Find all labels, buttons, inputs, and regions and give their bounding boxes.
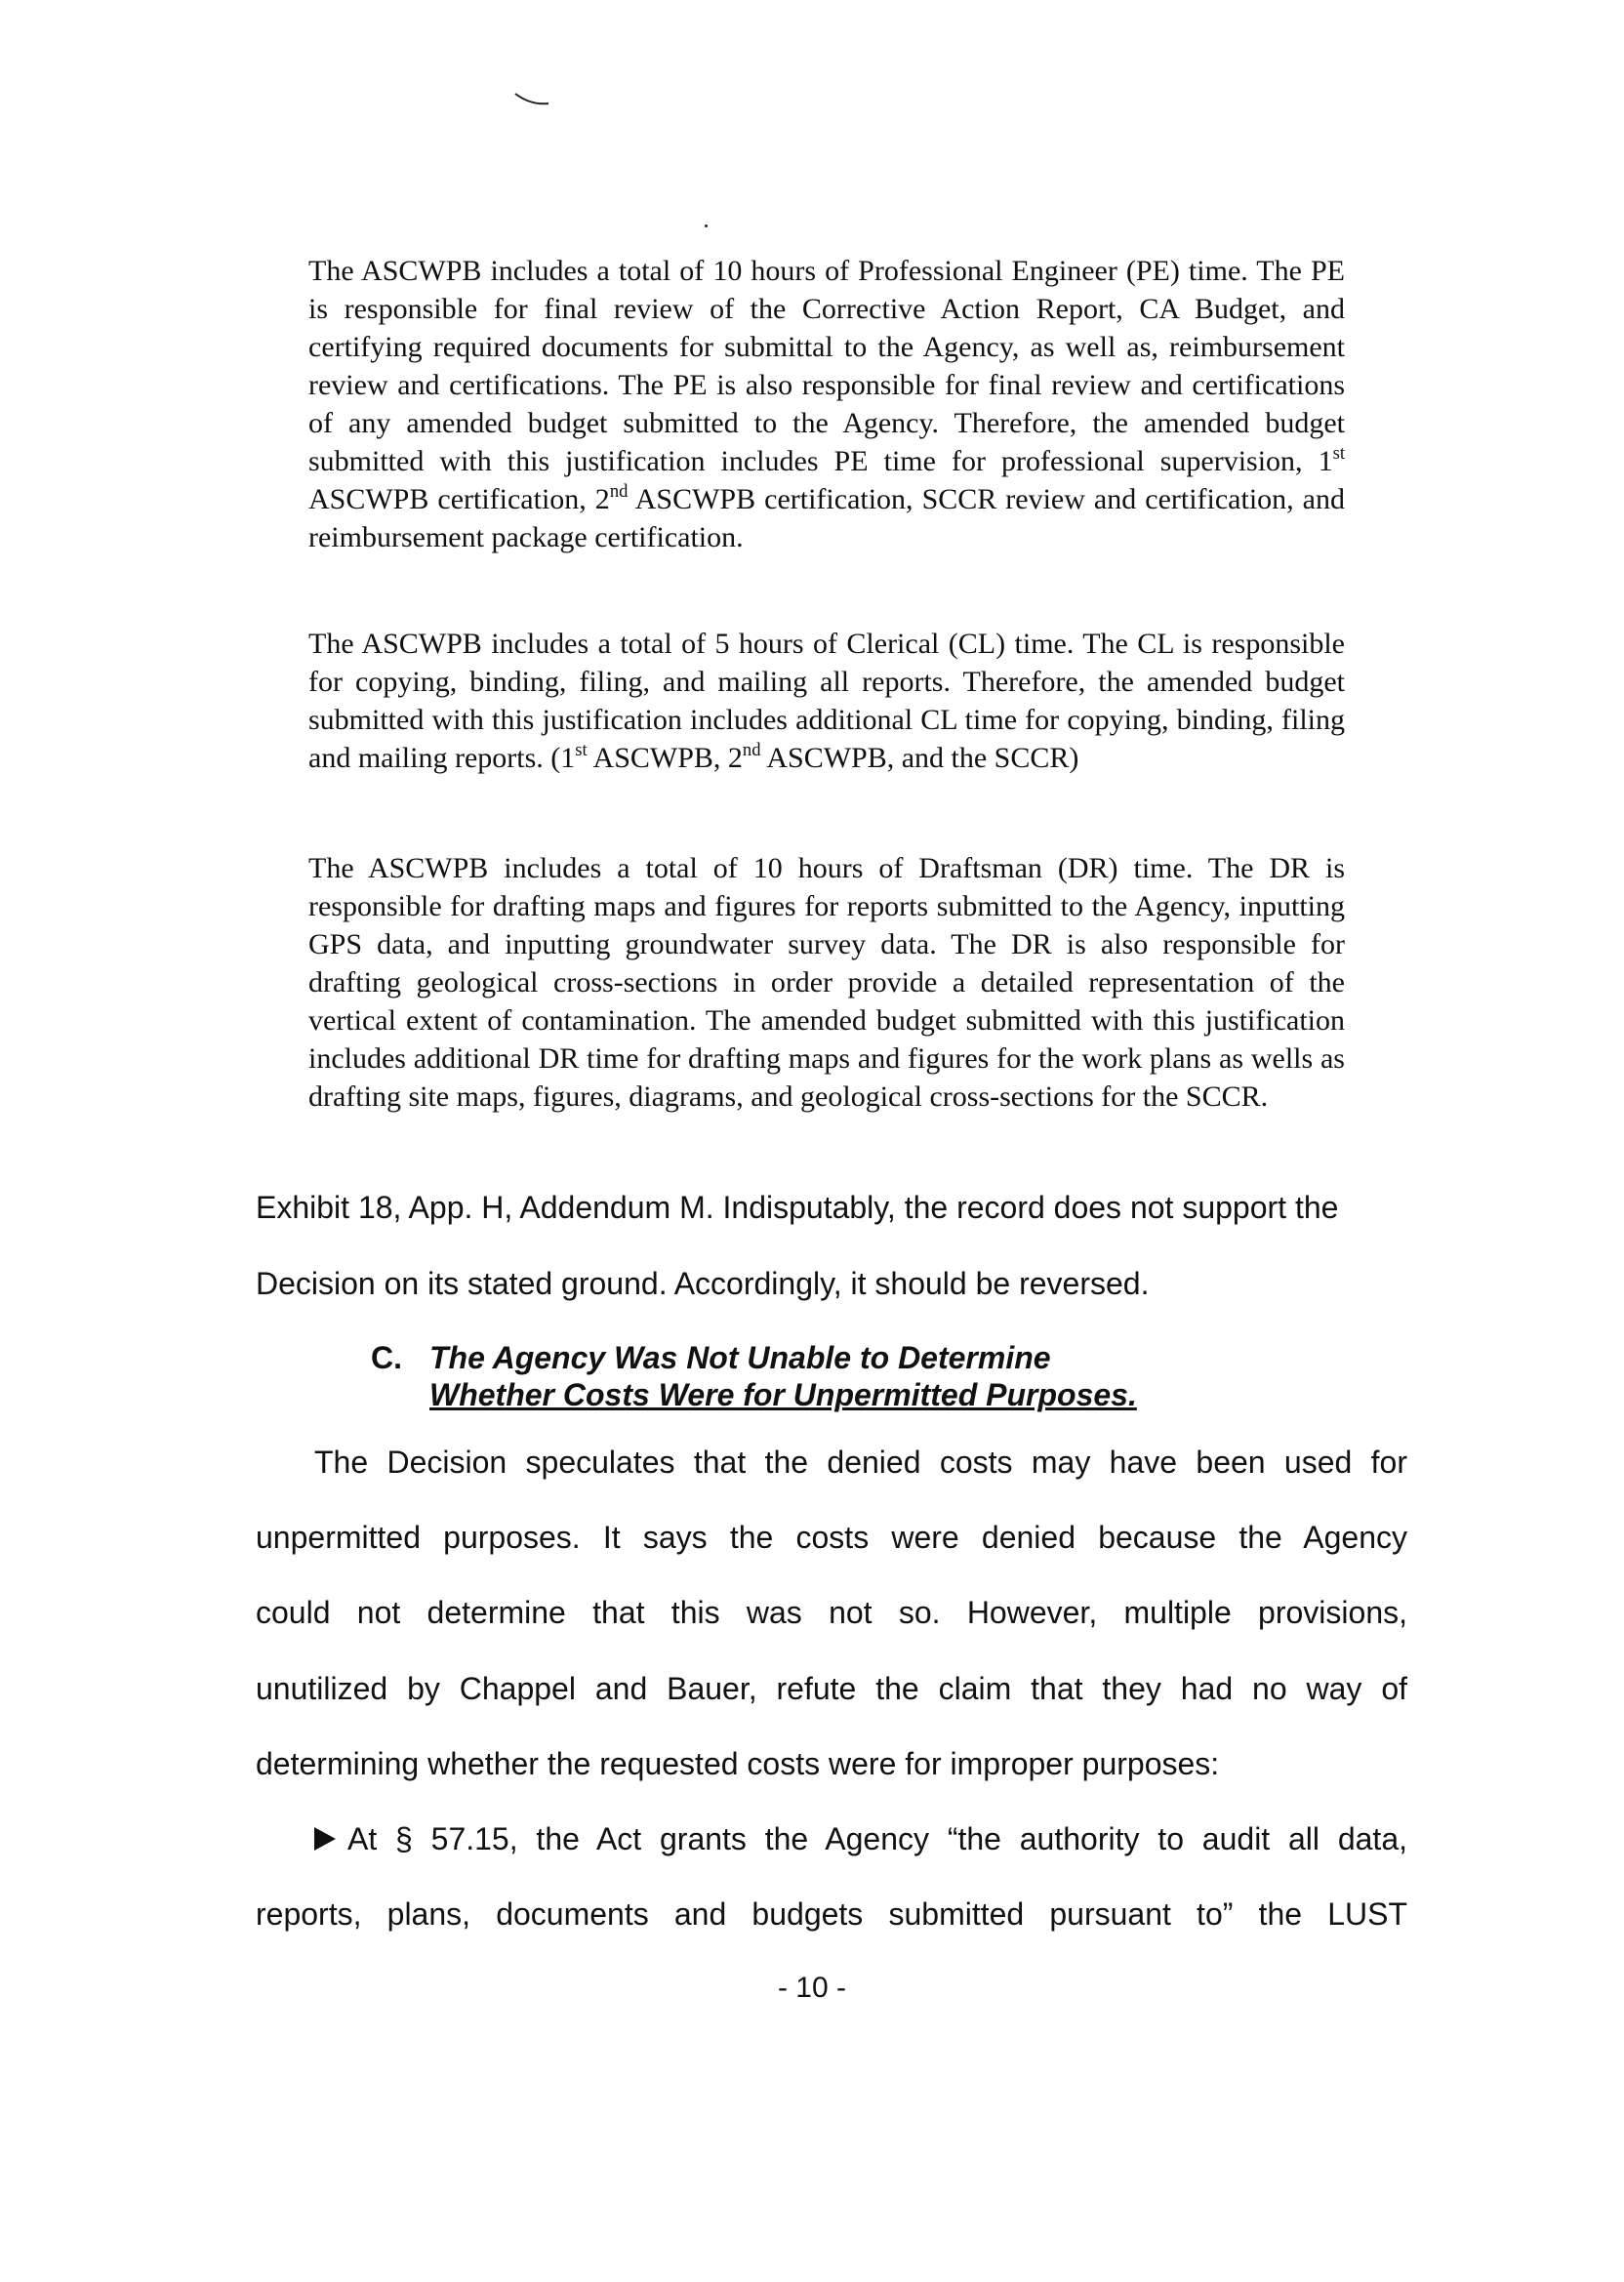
body-line-1: The Decision speculates that the denied costs may have been used for xyxy=(314,1445,1407,1480)
quote-paragraph-cl xyxy=(308,625,1345,777)
ordinal-superscript: nd xyxy=(609,480,629,502)
bullet-line-2: reports, plans, documents and budgets submitted pursuant to” the LUST xyxy=(256,1896,1407,1932)
ordinal-superscript: st xyxy=(1332,442,1345,464)
exhibit-line-1: Exhibit 18, App. H, Addendum M. Indisputably, the record does not support the xyxy=(256,1190,1339,1225)
exhibit-line-2: Decision on its stated ground. Accordingly, it should be reversed. xyxy=(256,1266,1150,1301)
quote-text: ASCWPB, and the SCCR) xyxy=(760,742,1079,774)
quote-text: The ASCWPB includes a total of 10 hours of Professional Engineer (PE) time. The PE is responsible for final review of the Corrective Action Report, CA Budget, and certifying required documents for submittal to the Agency, as well as, reimbursement review and certifications. The PE is also responsible for final review and certifications of any amended budget submitted to the Agency. Therefore, the amended budget submitted with this justification includes PE time for professional supervision, 1 xyxy=(308,255,1345,477)
bullet-text-1: At § 57.15, the Act grants the Agency “the authority to audit all data, xyxy=(347,1821,1407,1856)
ordinal-superscript: st xyxy=(575,739,588,760)
section-letter: C. xyxy=(371,1340,402,1375)
page-number: - 10 - xyxy=(777,1972,847,2004)
section-title-line-2: Whether Costs Were for Unpermitted Purposes. xyxy=(429,1377,1137,1412)
section-title-line-1: The Agency Was Not Unable to Determine xyxy=(429,1340,1051,1375)
quote-paragraph-dr xyxy=(308,849,1345,1116)
scan-mark xyxy=(513,90,552,109)
quote-text: The ASCWPB includes a total of 10 hours of Draftsman (DR) time. The DR is responsible for drafting maps and figures for reports submitted to the Agency, inputting GPS data, and inputting groundwater survey data. The DR is also responsible for drafting geological cross-sections in order provide a detailed representation of the vertical extent of contamination. The amended budget submitted with this justification includes additional DR time for drafting maps and figures for the work plans as wells as drafting site maps, figures, diagrams, and geological cross-sections for the SCCR. xyxy=(308,852,1345,1113)
body-line-3: could not determine that this was not so. However, multiple provisions, xyxy=(256,1595,1407,1630)
scan-dot xyxy=(705,224,708,227)
bullet-triangle-icon xyxy=(314,1827,336,1851)
ordinal-superscript: nd xyxy=(742,739,761,760)
body-line-4: unutilized by Chappel and Bauer, refute the claim that they had no way of xyxy=(256,1671,1407,1706)
body-line-2: unpermitted purposes. It says the costs were denied because the Agency xyxy=(256,1520,1407,1555)
bullet-line-1 xyxy=(314,1819,1407,1858)
quote-text: ASCWPB, 2 xyxy=(587,742,743,774)
quote-text: ASCWPB certification, 2 xyxy=(308,483,610,515)
body-line-5: determining whether the requested costs were for improper purposes: xyxy=(256,1746,1220,1781)
quote-text: The ASCWPB includes a total of 5 hours of Clerical (CL) time. The CL is responsible for copying, binding, filing, and mailing all reports. Therefore, the amended budget submitted with this justification includes additional CL time for copying, binding, filing and mailing reports. (1 xyxy=(308,628,1345,774)
quote-paragraph-pe xyxy=(308,252,1345,556)
quote-text: ASCWPB certification, SCCR review and certification, and reimbursement package certification. xyxy=(308,483,1345,553)
